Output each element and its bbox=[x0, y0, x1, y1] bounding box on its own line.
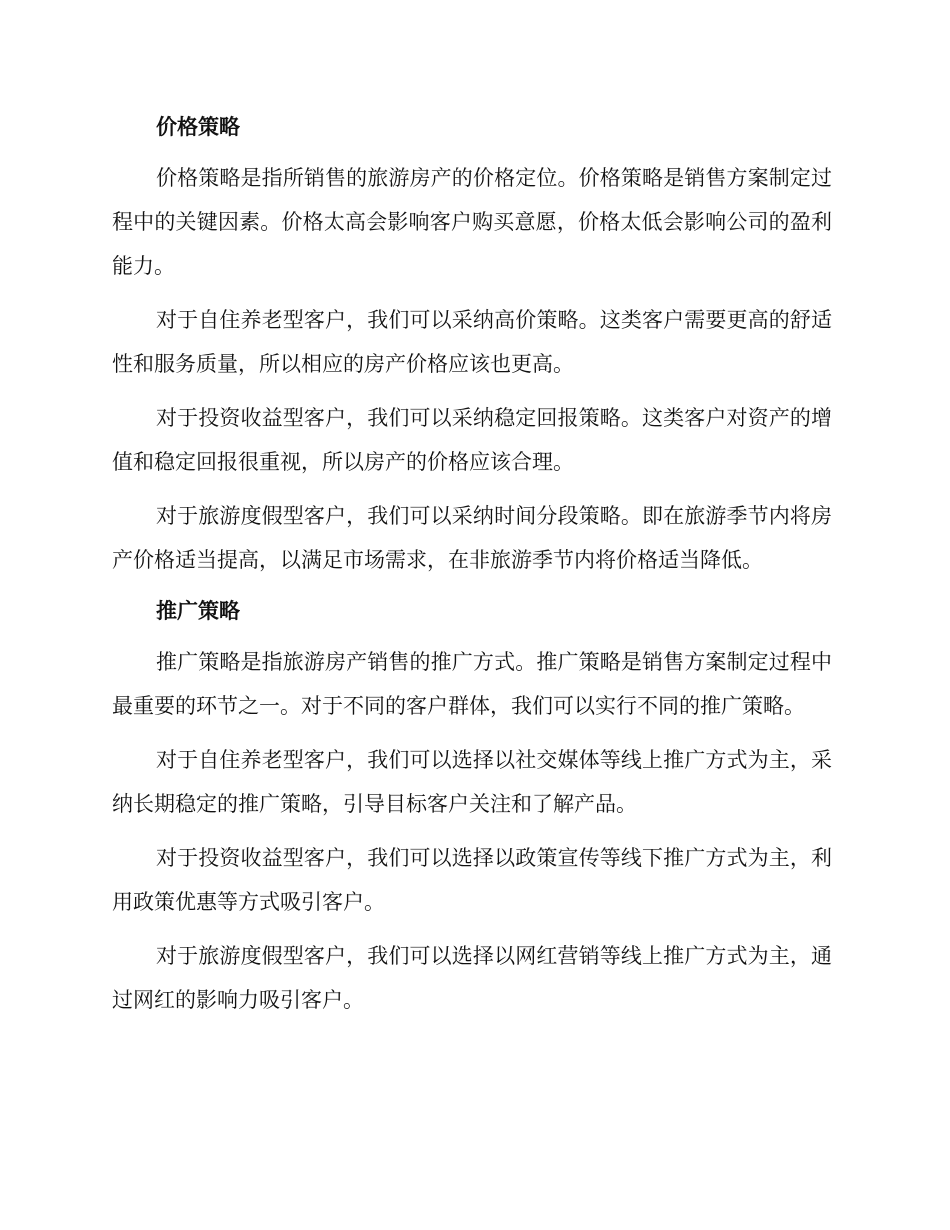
paragraph: 对于旅游度假型客户，我们可以选择以网红营销等线上推广方式为主，通过网红的影响力吸引客户。 bbox=[112, 944, 832, 1012]
document-body bbox=[112, 108, 832, 1032]
section-heading-promotion: 推广策略 bbox=[156, 599, 240, 623]
paragraph: 对于投资收益型客户，我们可以选择以政策宣传等线下推广方式为主，利用政策优惠等方式吸引客户。 bbox=[112, 846, 832, 914]
paragraph: 价格策略是指所销售的旅游房产的价格定位。价格策略是销售方案制定过程中的关键因素。价格太高会影响客户购买意愿，价格太低会影响公司的盈利能力。 bbox=[112, 166, 832, 278]
paragraph: 对于自住养老型客户，我们可以选择以社交媒体等线上推广方式为主，采纳长期稳定的推广策略，引导目标客户关注和了解产品。 bbox=[112, 748, 832, 816]
paragraph: 对于投资收益型客户，我们可以采纳稳定回报策略。这类客户对资产的增值和稳定回报很重视，所以房产的价格应该合理。 bbox=[112, 406, 832, 474]
paragraph: 对于旅游度假型客户，我们可以采纳时间分段策略。即在旅游季节内将房产价格适当提高，以满足市场需求，在非旅游季节内将价格适当降低。 bbox=[112, 504, 832, 572]
paragraph: 推广策略是指旅游房产销售的推广方式。推广策略是销售方案制定过程中最重要的环节之一。对于不同的客户群体，我们可以实行不同的推广策略。 bbox=[112, 650, 832, 718]
paragraph: 对于自住养老型客户，我们可以采纳高价策略。这类客户需要更高的舒适性和服务质量，所以相应的房产价格应该也更高。 bbox=[112, 308, 832, 376]
section-heading-pricing: 价格策略 bbox=[156, 115, 240, 139]
